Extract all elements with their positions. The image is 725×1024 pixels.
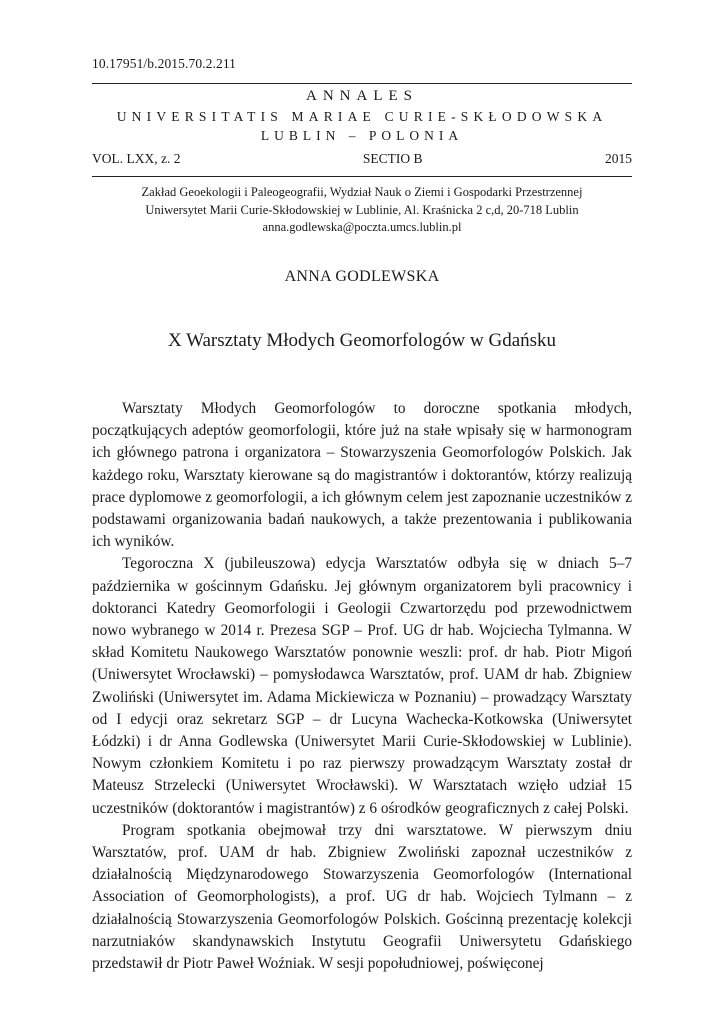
doi: 10.17951/b.2015.70.2.211 xyxy=(92,56,237,71)
article-title: X Warsztaty Młodych Geomorfologów w Gdańsku xyxy=(167,330,557,351)
affiliation-line-1: Zakład Geoekologii i Paleogeografii, Wydział Nauk o Ziemi i Gospodarki Przestrzennej xyxy=(141,185,583,199)
university-name: UNIVERSITATIS MARIAE CURIE-SKŁODOWSKA xyxy=(116,109,608,124)
journal-name: ANNALES xyxy=(306,88,418,104)
paragraph: Warsztaty Młodych Geomorfologów to doroczne spotkania młodych, początkujących adeptów geomorfologii, które już na stałe wpisały się w harmonogram ich głównego patrona i organizatora – Stowarzyszenia Geomorfologów Polskich. Jak każdego roku, Warsztaty kierowane są do magistrantów i doktorantów, którzy realizują prace dyplomowe z geomorfologii, a ich głównym celem jest zapoznanie uczestników z podstawami organizowania badań naukowych, a także prezentowania i publikowania ich wyników. xyxy=(92,400,632,551)
paragraph: Program spotkania obejmował trzy dni warsztatowe. W pierwszym dniu Warsztatów, prof. UAM dr hab. Zbigniew Zwoliński zapoznał uczestników z działalnością Międzynarodowego Stowarzyszenia Geomorfologów (International Association of Geomorphologists), a prof. UG dr hab. Wojciech Tylmann – z działalnością Stowarzyszenia Geomorfologów Polskich. Gościnną prezentację kolekcji narzutniaków skandynawskich Instytutu Geografii Uniwersytetu Gdańskiego przedstawił dr Piotr Paweł Woźniak. W sesji popołudniowej, poświęconej xyxy=(92,821,632,973)
volume: VOL. LXX, z. 2 xyxy=(92,151,181,166)
issue-info xyxy=(92,151,632,167)
affiliation-line-2: Uniwersytet Marii Curie-Skłodowskiej w Lublinie, Al. Kraśnicka 2 c,d, 20-718 Lublin xyxy=(145,202,579,217)
section: SECTIO B xyxy=(362,151,423,166)
header-rule-top xyxy=(92,83,632,84)
year: 2015 xyxy=(605,151,632,166)
paragraph: Tegoroczna X (jubileuszowa) edycja Warsztatów odbyła się w dniach 5–7 października w gościnnym Gdańsku. Jej głównym organizatorem byli pracownicy i doktoranci Katedry Geomorfologii i Geologii Czwartorzędu pod przewodnictwem nowo wybranego w 2014 r. Prezesa SGP – Prof. UG dr hab. Wojciecha Tylmanna. W skład Komitetu Naukowego Warsztatów ponownie weszli: prof. dr hab. Piotr Migoń (Uniwersytet Wrocławski) – pomysłodawca Warsztatów, prof. UAM dr hab. Zbigniew Zwoliński (Uniwersytet im. Adama Mickiewicza w Poznaniu) – prowadzący Warsztaty od I edycji oraz sekretarz SGP – dr Lucyna Wachecka-Kotkowska (Uniwersytet Łódzki) i dr Anna Godlewska (Uniwersytet Marii Curie-Skłodowskiej w Lublinie). Nowym członkiem Komitetu i po raz pierwszy prowadzącym Warsztaty został dr Mateusz Strzelecki (Uniwersytet Wrocławski). W Warsztatach wzięło udział 15 uczestników (doktorantów i magistrantów) z 6 ośrodków geograficznych z całej Polski. xyxy=(92,555,632,817)
header-rule-bottom xyxy=(92,176,632,177)
article-body xyxy=(92,398,632,975)
author-email: anna.godlewska@poczta.umcs.lublin.pl xyxy=(262,220,462,234)
journal-location: LUBLIN – POLONIA xyxy=(260,128,464,143)
affiliation xyxy=(92,184,632,237)
author-name: ANNA GODLEWSKA xyxy=(284,268,440,285)
